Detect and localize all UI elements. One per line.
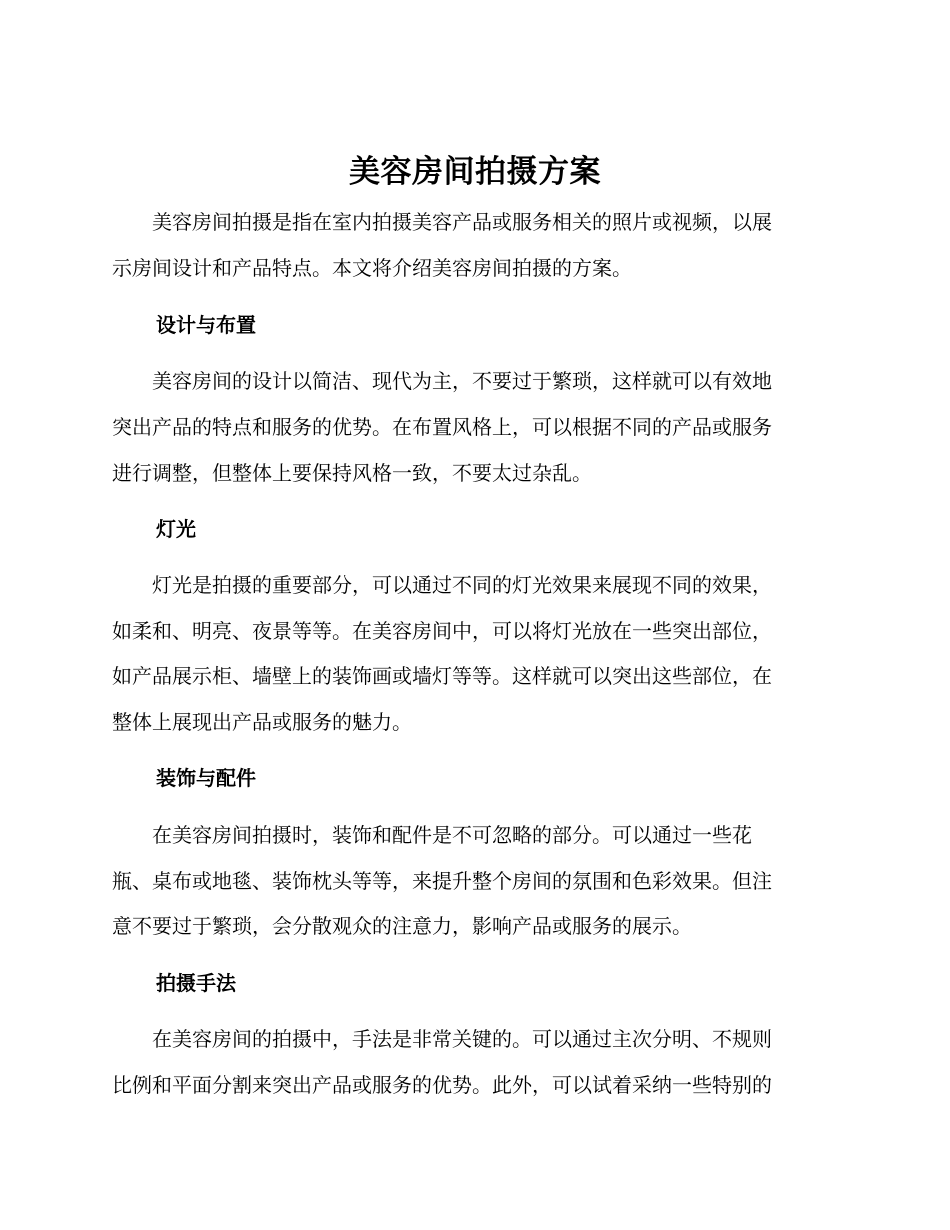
paragraph-line: 在美容房间拍摄时，装饰和配件是不可忽略的部分。可以通过一些花 [112,823,752,847]
section-heading-decoration: 装饰与配件 [156,766,256,790]
paragraph-line: 整体上展现出产品或服务的魅力。 [112,710,412,734]
paragraph-line: 比例和平面分割来突出产品或服务的优势。此外，可以试着采纳一些特别的 [112,1073,772,1097]
paragraph-line: 意不要过于繁琐，会分散观众的注意力，影响产品或服务的展示。 [112,914,692,938]
document-title: 美容房间拍摄方案 [349,154,601,190]
section-heading-design: 设计与布置 [156,313,256,337]
paragraph-line: 如柔和、明亮、夜景等等。在美容房间中，可以将灯光放在一些突出部位， [112,619,772,643]
paragraph-line: 美容房间的设计以简洁、现代为主，不要过于繁琐，这样就可以有效地 [112,369,772,393]
section-heading-lighting: 灯光 [156,517,196,541]
paragraph-line: 在美容房间的拍摄中，手法是非常关键的。可以通过主次分明、不规则 [112,1027,772,1051]
paragraph-line: 瓶、桌布或地毯、装饰枕头等等，来提升整个房间的氛围和色彩效果。但注 [112,869,772,893]
paragraph-line: 如产品展示柜、墙壁上的装饰画或墙灯等等。这样就可以突出这些部位，在 [112,664,772,688]
paragraph-line: 突出产品的特点和服务的优势。在布置风格上，可以根据不同的产品或服务 [112,415,772,439]
section-heading-technique: 拍摄手法 [156,971,236,995]
paragraph-line: 进行调整，但整体上要保持风格一致，不要太过杂乱。 [112,461,592,485]
paragraph-line: 灯光是拍摄的重要部分，可以通过不同的灯光效果来展现不同的效果， [112,573,772,597]
intro-line: 美容房间拍摄是指在室内拍摄美容产品或服务相关的照片或视频，以展 [112,210,772,234]
intro-line: 示房间设计和产品特点。本文将介绍美容房间拍摄的方案。 [112,256,632,280]
